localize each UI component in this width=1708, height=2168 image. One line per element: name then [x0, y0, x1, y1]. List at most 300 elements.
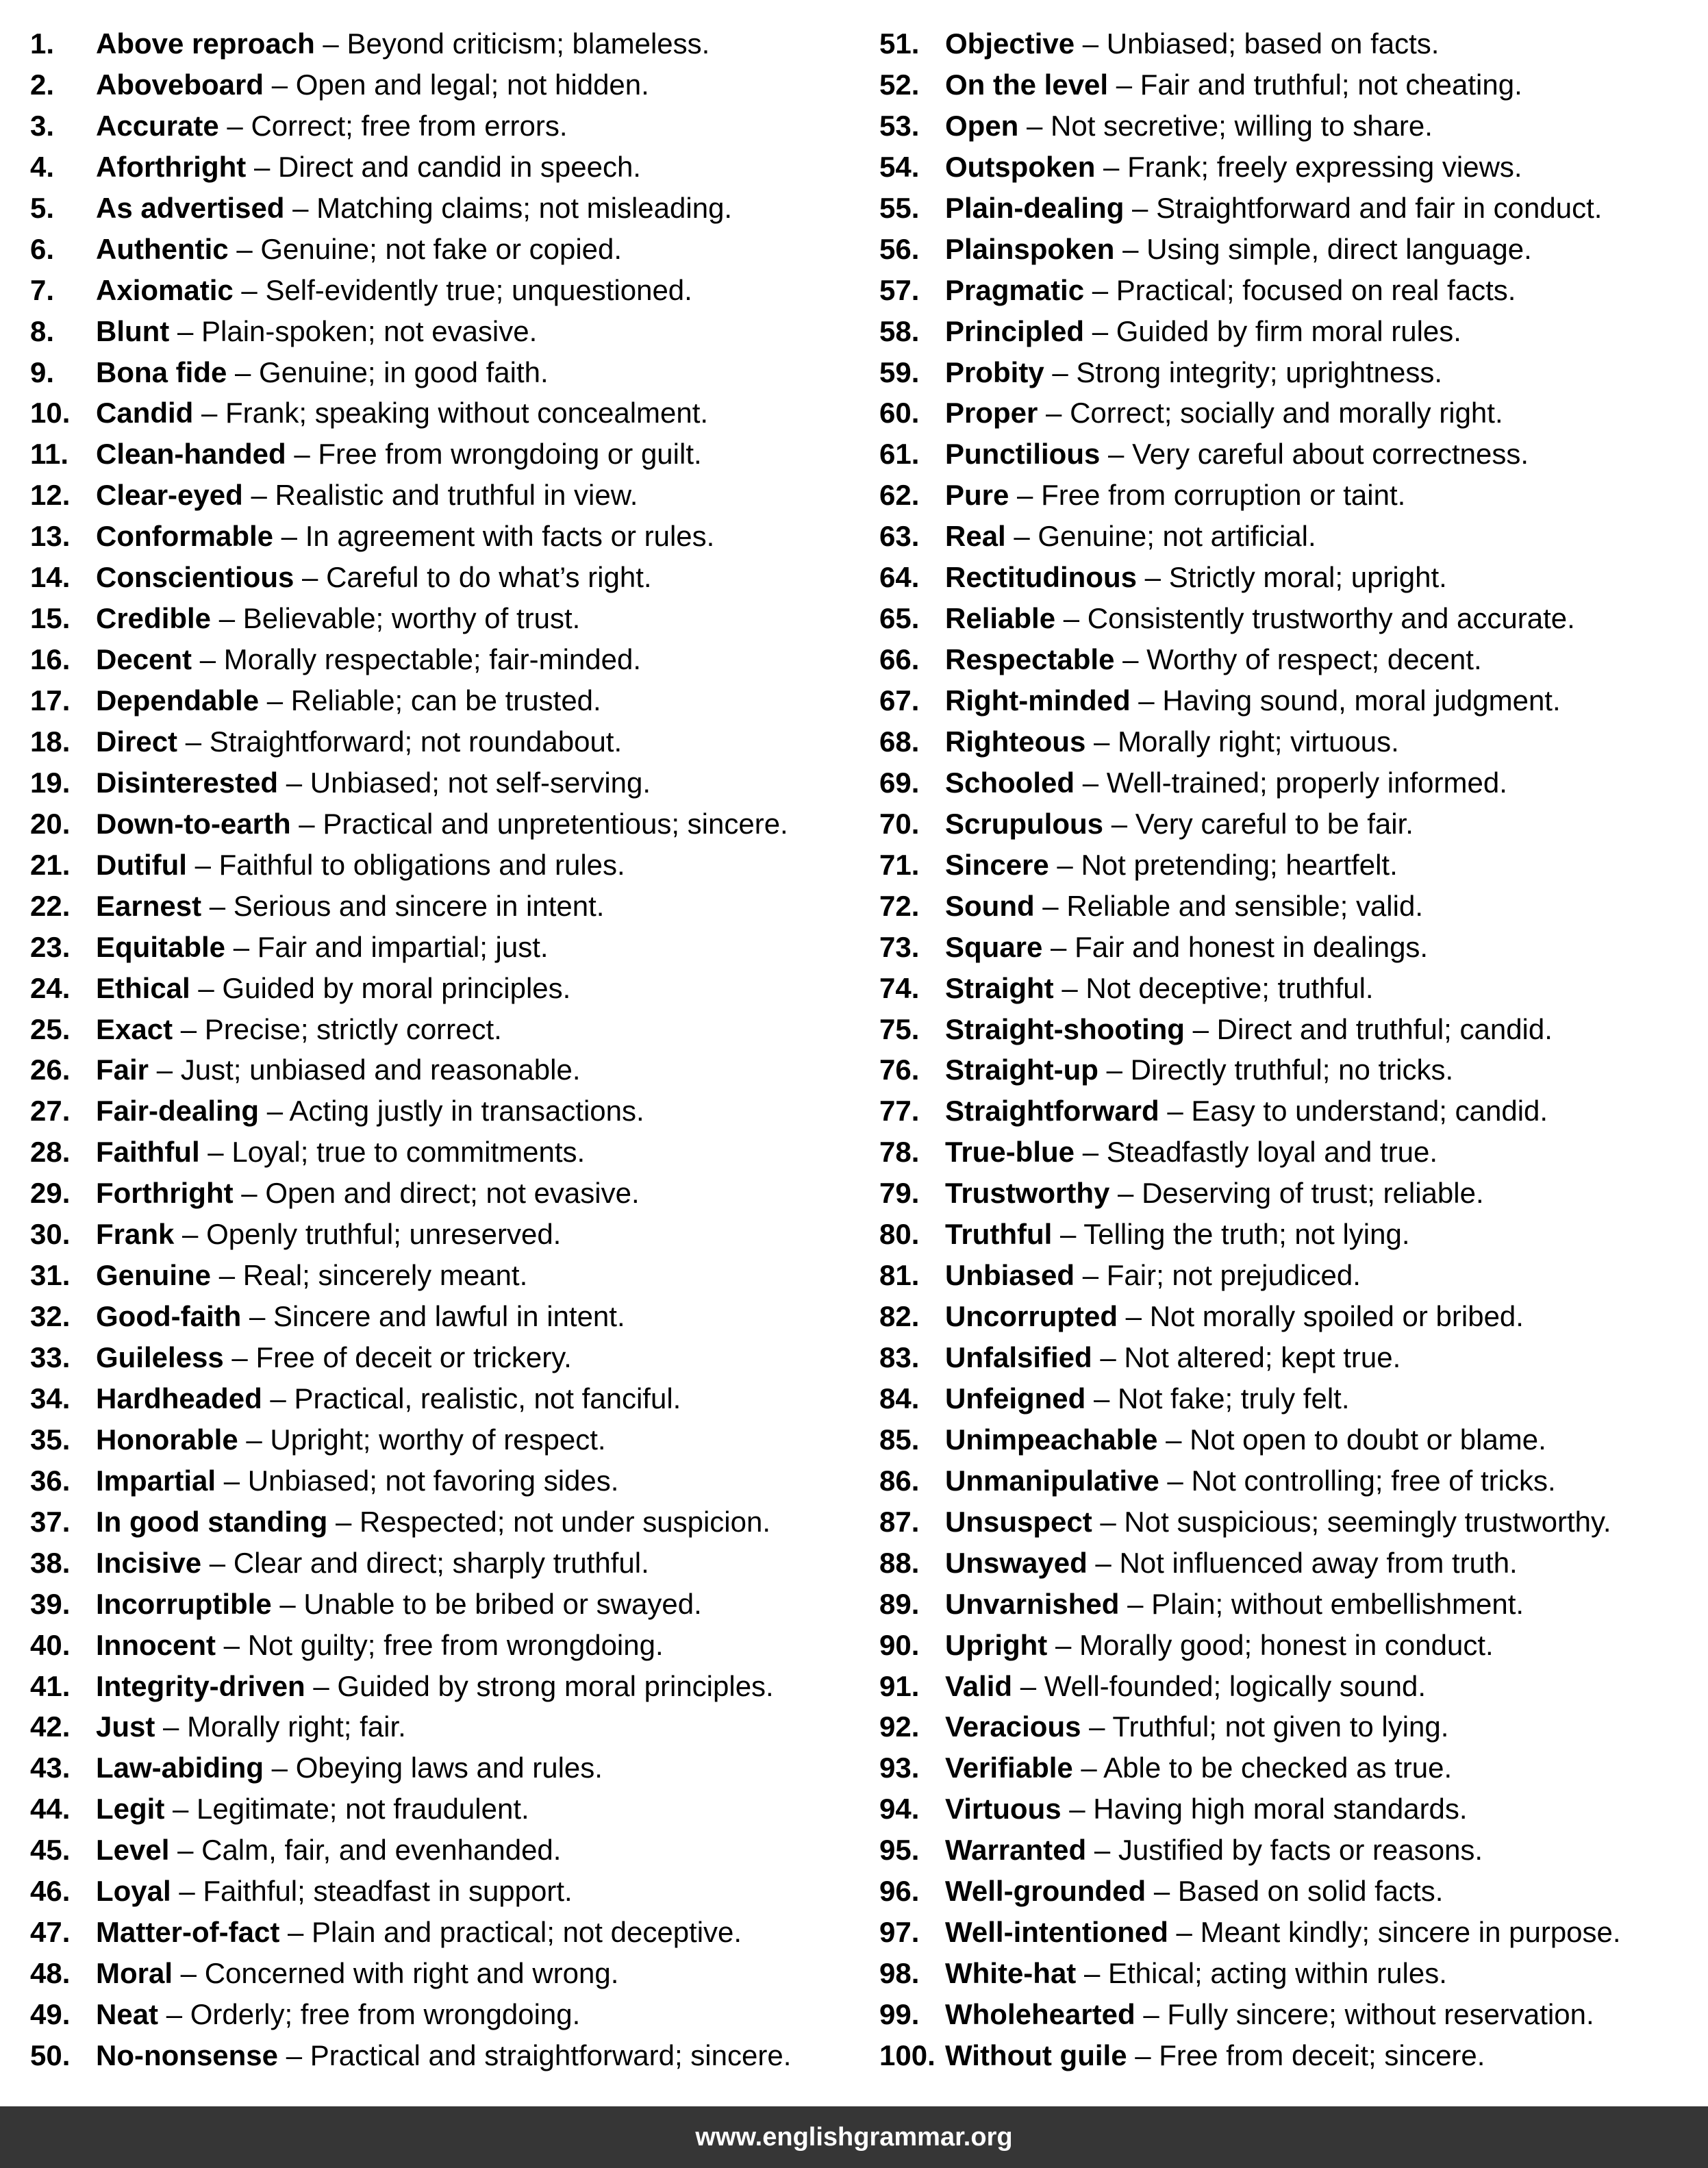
item-number: 60. [879, 397, 920, 429]
item-definition: Telling the truth; not lying. [1083, 1218, 1410, 1251]
item-number: 73. [879, 930, 920, 963]
item-definition: Not secretive; willing to share. [1051, 109, 1433, 142]
item-definition: Morally right; fair. [187, 1710, 406, 1743]
item-definition: Steadfastly loyal and true. [1106, 1136, 1438, 1169]
item-separator: – [259, 684, 291, 717]
item-term: Truthful [945, 1218, 1053, 1251]
list-item [879, 1337, 1701, 1378]
list-item [879, 1871, 1701, 1912]
list-item [30, 516, 866, 557]
item-definition: Respected; not under suspicion. [359, 1505, 771, 1538]
item-separator: – [1109, 1177, 1142, 1210]
item-term: Hardheaded [96, 1382, 262, 1415]
list-item [30, 1337, 866, 1378]
item-separator: – [1075, 27, 1107, 60]
item-term: Honorable [96, 1423, 238, 1456]
list-item [30, 311, 866, 352]
item-separator: – [264, 1752, 296, 1784]
item-separator: – [227, 356, 260, 388]
item-number: 67. [879, 684, 920, 717]
item-number: 93. [879, 1752, 920, 1784]
item-definition: Unbiased; based on facts. [1106, 27, 1440, 60]
item-separator: – [174, 1218, 207, 1251]
list-item [879, 1994, 1701, 2035]
item-term: Level [96, 1834, 170, 1867]
item-separator: – [1075, 1136, 1107, 1169]
item-separator: – [1184, 1012, 1217, 1045]
item-definition: Free from wrongdoing or guilt. [318, 438, 702, 471]
item-number: 30. [30, 1218, 71, 1251]
item-number: 97. [879, 1916, 920, 1949]
item-definition: Concerned with right and wrong. [204, 1957, 619, 1990]
item-number: 18. [30, 725, 71, 758]
item-term: Direct [96, 725, 178, 758]
item-definition: Faithful; steadfast in support. [203, 1875, 573, 1908]
item-separator: – [233, 273, 266, 306]
item-definition: Strong integrity; uprightness. [1076, 356, 1443, 388]
item-definition: Very careful to be fair. [1135, 807, 1414, 840]
item-definition: Unable to be bribed or swayed. [303, 1587, 702, 1620]
item-number: 29. [30, 1177, 71, 1210]
item-term: Probity [945, 356, 1044, 388]
item-definition: Morally good; honest in conduct. [1079, 1628, 1494, 1661]
item-definition: Precise; strictly correct. [204, 1012, 502, 1045]
list-item [30, 1871, 866, 1912]
item-number: 26. [30, 1054, 71, 1086]
item-separator: – [233, 1177, 266, 1210]
item-separator: – [1047, 1628, 1079, 1661]
item-separator: – [246, 150, 278, 183]
item-definition: Fair and impartial; just. [257, 930, 549, 963]
list-item [30, 680, 866, 721]
item-separator: – [1044, 356, 1077, 388]
item-separator: – [1084, 273, 1116, 306]
item-definition: Ethical; acting within rules. [1108, 1957, 1447, 1990]
item-definition: Frank; speaking without concealment. [225, 397, 709, 429]
item-term: Conformable [96, 520, 274, 553]
item-number: 79. [879, 1177, 920, 1210]
item-definition: Calm, fair, and evenhanded. [201, 1834, 562, 1867]
list-item [879, 1049, 1701, 1091]
item-term: No-nonsense [96, 2039, 279, 2071]
item-number: 83. [879, 1341, 920, 1373]
item-number: 16. [30, 643, 71, 676]
item-definition: Deserving of trust; reliable. [1142, 1177, 1484, 1210]
item-separator: – [1072, 1752, 1104, 1784]
list-item [879, 598, 1701, 639]
list-item [879, 721, 1701, 762]
item-number: 50. [30, 2039, 71, 2071]
item-number: 6. [30, 232, 55, 265]
item-definition: Easy to understand; candid. [1191, 1095, 1548, 1127]
item-number: 11. [30, 438, 69, 471]
item-separator: – [1048, 848, 1081, 881]
item-separator: – [1100, 438, 1133, 471]
item-separator: – [1130, 684, 1163, 717]
item-definition: Well-trained; properly informed. [1106, 766, 1507, 799]
item-number: 24. [30, 971, 71, 1004]
item-number: 62. [879, 479, 920, 512]
item-separator: – [1127, 2039, 1159, 2071]
item-number: 77. [879, 1095, 920, 1127]
item-separator: – [1159, 1464, 1192, 1497]
item-separator: – [1137, 561, 1169, 594]
item-definition: In agreement with facts or rules. [305, 520, 715, 553]
item-separator: – [211, 602, 243, 635]
item-term: Rectitudinous [945, 561, 1137, 594]
list-item [879, 1296, 1701, 1337]
item-term: Down-to-earth [96, 807, 291, 840]
item-term: Unmanipulative [945, 1464, 1159, 1497]
list-item [30, 1255, 866, 1296]
item-separator: – [1118, 1300, 1150, 1333]
item-number: 40. [30, 1628, 71, 1661]
item-definition: Free from deceit; sincere. [1159, 2039, 1485, 2071]
item-separator: – [1092, 1505, 1125, 1538]
item-term: Pragmatic [945, 273, 1085, 306]
list-item [30, 1502, 866, 1543]
item-term: As advertised [96, 191, 285, 224]
item-term: Right-minded [945, 684, 1131, 717]
item-separator: – [1038, 397, 1070, 429]
item-number: 41. [30, 1669, 71, 1702]
item-number: 96. [879, 1875, 920, 1908]
item-number: 80. [879, 1218, 920, 1251]
item-separator: – [190, 971, 223, 1004]
item-number: 13. [30, 520, 71, 553]
item-term: Plain-dealing [945, 191, 1125, 224]
item-separator: – [241, 1300, 273, 1333]
item-separator: – [271, 1587, 304, 1620]
item-term: Conscientious [96, 561, 294, 594]
item-number: 56. [879, 232, 920, 265]
item-separator: – [278, 2039, 310, 2071]
item-number: 21. [30, 848, 71, 881]
item-number: 17. [30, 684, 71, 717]
item-term: Impartial [96, 1464, 216, 1497]
item-number: 75. [879, 1012, 920, 1045]
item-separator: – [1085, 725, 1118, 758]
item-definition: Not morally spoiled or bribed. [1149, 1300, 1524, 1333]
list-item [879, 64, 1701, 105]
list-item [879, 23, 1701, 64]
item-separator: – [177, 725, 210, 758]
item-separator: – [1084, 314, 1116, 347]
item-term: Law-abiding [96, 1752, 264, 1784]
list-item [879, 1091, 1701, 1132]
item-number: 91. [879, 1669, 920, 1702]
item-term: Wholehearted [945, 1998, 1135, 2030]
list-item [879, 352, 1701, 393]
item-definition: Fair and honest in dealings. [1075, 930, 1429, 963]
list-item [879, 1502, 1701, 1543]
list-item [30, 762, 866, 803]
item-term: Genuine [96, 1259, 212, 1292]
word-list-column-left [30, 23, 866, 2076]
item-separator: – [218, 109, 251, 142]
item-term: Plainspoken [945, 232, 1115, 265]
item-definition: Fully sincere; without reservation. [1167, 1998, 1594, 2030]
list-item [30, 1706, 866, 1747]
item-term: Fair-dealing [96, 1095, 260, 1127]
item-term: Accurate [96, 109, 219, 142]
item-term: Pure [945, 479, 1009, 512]
item-definition: Just; unbiased and reasonable. [180, 1054, 581, 1086]
list-item [30, 1912, 866, 1953]
list-item [30, 1830, 866, 1871]
item-separator: – [225, 930, 258, 963]
item-definition: Guided by firm moral rules. [1116, 314, 1461, 347]
item-term: Sound [945, 889, 1035, 922]
item-separator: – [1081, 1710, 1113, 1743]
item-separator: – [193, 397, 226, 429]
item-definition: Not guilty; free from wrongdoing. [247, 1628, 664, 1661]
list-item [30, 1214, 866, 1255]
list-item [879, 1543, 1701, 1584]
item-number: 35. [30, 1423, 71, 1456]
item-number: 38. [30, 1546, 71, 1579]
item-term: Straight-shooting [945, 1012, 1185, 1045]
item-term: Warranted [945, 1834, 1087, 1867]
list-item [879, 762, 1701, 803]
item-number: 90. [879, 1628, 920, 1661]
item-term: Square [945, 930, 1043, 963]
list-item [30, 64, 866, 105]
list-item [879, 1625, 1701, 1666]
item-term: Well-grounded [945, 1875, 1146, 1908]
item-number: 32. [30, 1300, 71, 1333]
item-term: Matter-of-fact [96, 1916, 280, 1949]
item-term: Verifiable [945, 1752, 1073, 1784]
item-term: Legit [96, 1793, 165, 1826]
item-number: 76. [879, 1054, 920, 1086]
item-term: Blunt [96, 314, 170, 347]
item-term: Schooled [945, 766, 1075, 799]
item-term: Ethical [96, 971, 190, 1004]
item-separator: – [228, 232, 261, 265]
item-definition: Practical; focused on real facts. [1116, 273, 1516, 306]
item-term: Forthright [96, 1177, 234, 1210]
list-item [879, 1460, 1701, 1502]
item-number: 71. [879, 848, 920, 881]
item-number: 2. [30, 68, 55, 101]
item-term: Unbiased [945, 1259, 1075, 1292]
item-number: 57. [879, 273, 920, 306]
item-definition: Free from corruption or taint. [1041, 479, 1406, 512]
item-number: 59. [879, 356, 920, 388]
item-number: 27. [30, 1095, 71, 1127]
item-separator: – [294, 561, 327, 594]
item-term: Proper [945, 397, 1038, 429]
item-number: 98. [879, 1957, 920, 1990]
list-item [879, 886, 1701, 927]
item-number: 63. [879, 520, 920, 553]
item-term: Disinterested [96, 766, 279, 799]
list-item [30, 803, 866, 845]
item-number: 51. [879, 27, 920, 60]
list-item [30, 1747, 866, 1789]
item-term: Bona fide [96, 356, 227, 388]
list-item [30, 1132, 866, 1173]
item-term: White-hat [945, 1957, 1077, 1990]
item-term: Valid [945, 1669, 1013, 1702]
item-number: 44. [30, 1793, 71, 1826]
item-definition: Serious and sincere in intent. [233, 889, 605, 922]
list-item [879, 1912, 1701, 1953]
list-item [879, 475, 1701, 516]
list-item [30, 721, 866, 762]
item-separator: – [1146, 1875, 1178, 1908]
item-number: 33. [30, 1341, 71, 1373]
item-separator: – [1119, 1587, 1152, 1620]
item-definition: Faithful to obligations and rules. [218, 848, 625, 881]
item-number: 95. [879, 1834, 920, 1867]
item-separator: – [1061, 1793, 1094, 1826]
item-term: True-blue [945, 1136, 1075, 1169]
list-item [879, 1706, 1701, 1747]
item-definition: Reliable and sensible; valid. [1066, 889, 1423, 922]
item-term: Open [945, 109, 1019, 142]
item-number: 20. [30, 807, 71, 840]
item-number: 14. [30, 561, 71, 594]
item-definition: Morally right; virtuous. [1118, 725, 1399, 758]
item-separator: – [290, 807, 323, 840]
item-number: 87. [879, 1505, 920, 1538]
item-term: Aforthright [96, 150, 247, 183]
item-definition: Based on solid facts. [1177, 1875, 1444, 1908]
list-item [30, 352, 866, 393]
item-separator: – [169, 1834, 202, 1867]
item-number: 94. [879, 1793, 920, 1826]
item-definition: Not influenced away from truth. [1119, 1546, 1518, 1579]
item-number: 82. [879, 1300, 920, 1333]
item-separator: – [1168, 1916, 1201, 1949]
item-definition: Frank; freely expressing views. [1127, 150, 1522, 183]
item-number: 84. [879, 1382, 920, 1415]
list-item [30, 886, 866, 927]
item-definition: Practical and straightforward; sincere. [310, 2039, 792, 2071]
item-number: 23. [30, 930, 71, 963]
item-number: 100. [879, 2039, 935, 2071]
item-separator: – [284, 191, 317, 224]
item-definition: Not suspicious; seemingly trustworthy. [1124, 1505, 1611, 1538]
item-term: Scrupulous [945, 807, 1104, 840]
item-term: Unfalsified [945, 1341, 1092, 1373]
item-separator: – [211, 1259, 243, 1292]
list-item [879, 557, 1701, 598]
item-term: Axiomatic [96, 273, 234, 306]
list-item [30, 147, 866, 188]
item-separator: – [186, 848, 219, 881]
list-item [30, 1460, 866, 1502]
item-separator: – [259, 1095, 290, 1127]
item-number: 89. [879, 1587, 920, 1620]
item-separator: – [1053, 971, 1086, 1004]
item-term: Sincere [945, 848, 1049, 881]
item-definition: Unbiased; not favoring sides. [247, 1464, 619, 1497]
item-term: Above reproach [96, 27, 315, 60]
item-separator: – [164, 1793, 197, 1826]
list-item [30, 1378, 866, 1419]
item-term: Without guile [945, 2039, 1127, 2071]
item-number: 66. [879, 643, 920, 676]
item-number: 72. [879, 889, 920, 922]
item-number: 47. [30, 1916, 71, 1949]
list-item [879, 434, 1701, 475]
list-item [879, 270, 1701, 311]
item-definition: Plain; without embellishment. [1151, 1587, 1524, 1620]
item-number: 28. [30, 1136, 71, 1169]
item-separator: – [192, 643, 224, 676]
item-term: Integrity-driven [96, 1669, 305, 1702]
item-definition: Guided by moral principles. [222, 971, 571, 1004]
list-item [30, 1009, 866, 1050]
item-separator: – [1076, 1957, 1108, 1990]
item-number: 78. [879, 1136, 920, 1169]
item-number: 10. [30, 397, 71, 429]
item-separator: – [1018, 109, 1051, 142]
list-item [879, 393, 1701, 434]
item-definition: Truthful; not given to lying. [1112, 1710, 1449, 1743]
item-separator: – [286, 438, 318, 471]
item-separator: – [1012, 1669, 1044, 1702]
item-number: 65. [879, 602, 920, 635]
item-term: Unimpeachable [945, 1423, 1158, 1456]
item-separator: – [201, 1546, 234, 1579]
footer-website-link[interactable]: www.englishgrammar.org [695, 2122, 1013, 2152]
list-item [30, 105, 866, 147]
item-separator: – [1042, 930, 1075, 963]
item-definition: Guided by strong moral principles. [337, 1669, 774, 1702]
item-separator: – [1124, 191, 1157, 224]
item-number: 39. [30, 1587, 71, 1620]
item-term: In good standing [96, 1505, 328, 1538]
item-term: Neat [96, 1998, 159, 2030]
list-item [879, 1666, 1701, 1707]
item-definition: Openly truthful; unreserved. [206, 1218, 562, 1251]
item-definition: Meant kindly; sincere in purpose. [1200, 1916, 1621, 1949]
item-number: 74. [879, 971, 920, 1004]
item-separator: – [216, 1628, 248, 1661]
item-definition: Matching claims; not misleading. [316, 191, 733, 224]
item-definition: Very careful about correctness. [1132, 438, 1529, 471]
item-separator: – [278, 766, 310, 799]
list-item [879, 1419, 1701, 1460]
item-separator: – [262, 1382, 294, 1415]
item-separator: – [1095, 150, 1128, 183]
list-item [30, 598, 866, 639]
item-number: 92. [879, 1710, 920, 1743]
item-separator: – [199, 1136, 232, 1169]
item-number: 3. [30, 109, 55, 142]
item-definition: Not controlling; free of tricks. [1191, 1464, 1556, 1497]
list-item [879, 1132, 1701, 1173]
item-definition: Having high moral standards. [1093, 1793, 1468, 1826]
list-item [879, 968, 1701, 1009]
word-list-column-right [879, 23, 1701, 2076]
item-definition: Practical and unpretentious; sincere. [323, 807, 788, 840]
item-number: 49. [30, 1998, 71, 2030]
item-term: Candid [96, 397, 194, 429]
item-definition: Fair; not prejudiced. [1106, 1259, 1361, 1292]
item-separator: – [1052, 1218, 1084, 1251]
list-item [879, 1009, 1701, 1050]
item-definition: Careful to do what’s right. [326, 561, 652, 594]
item-definition: Orderly; free from wrongdoing. [190, 1998, 581, 2030]
item-number: 5. [30, 191, 55, 224]
item-definition: Using simple, direct language. [1146, 232, 1532, 265]
item-definition: Straightforward; not roundabout. [209, 725, 623, 758]
